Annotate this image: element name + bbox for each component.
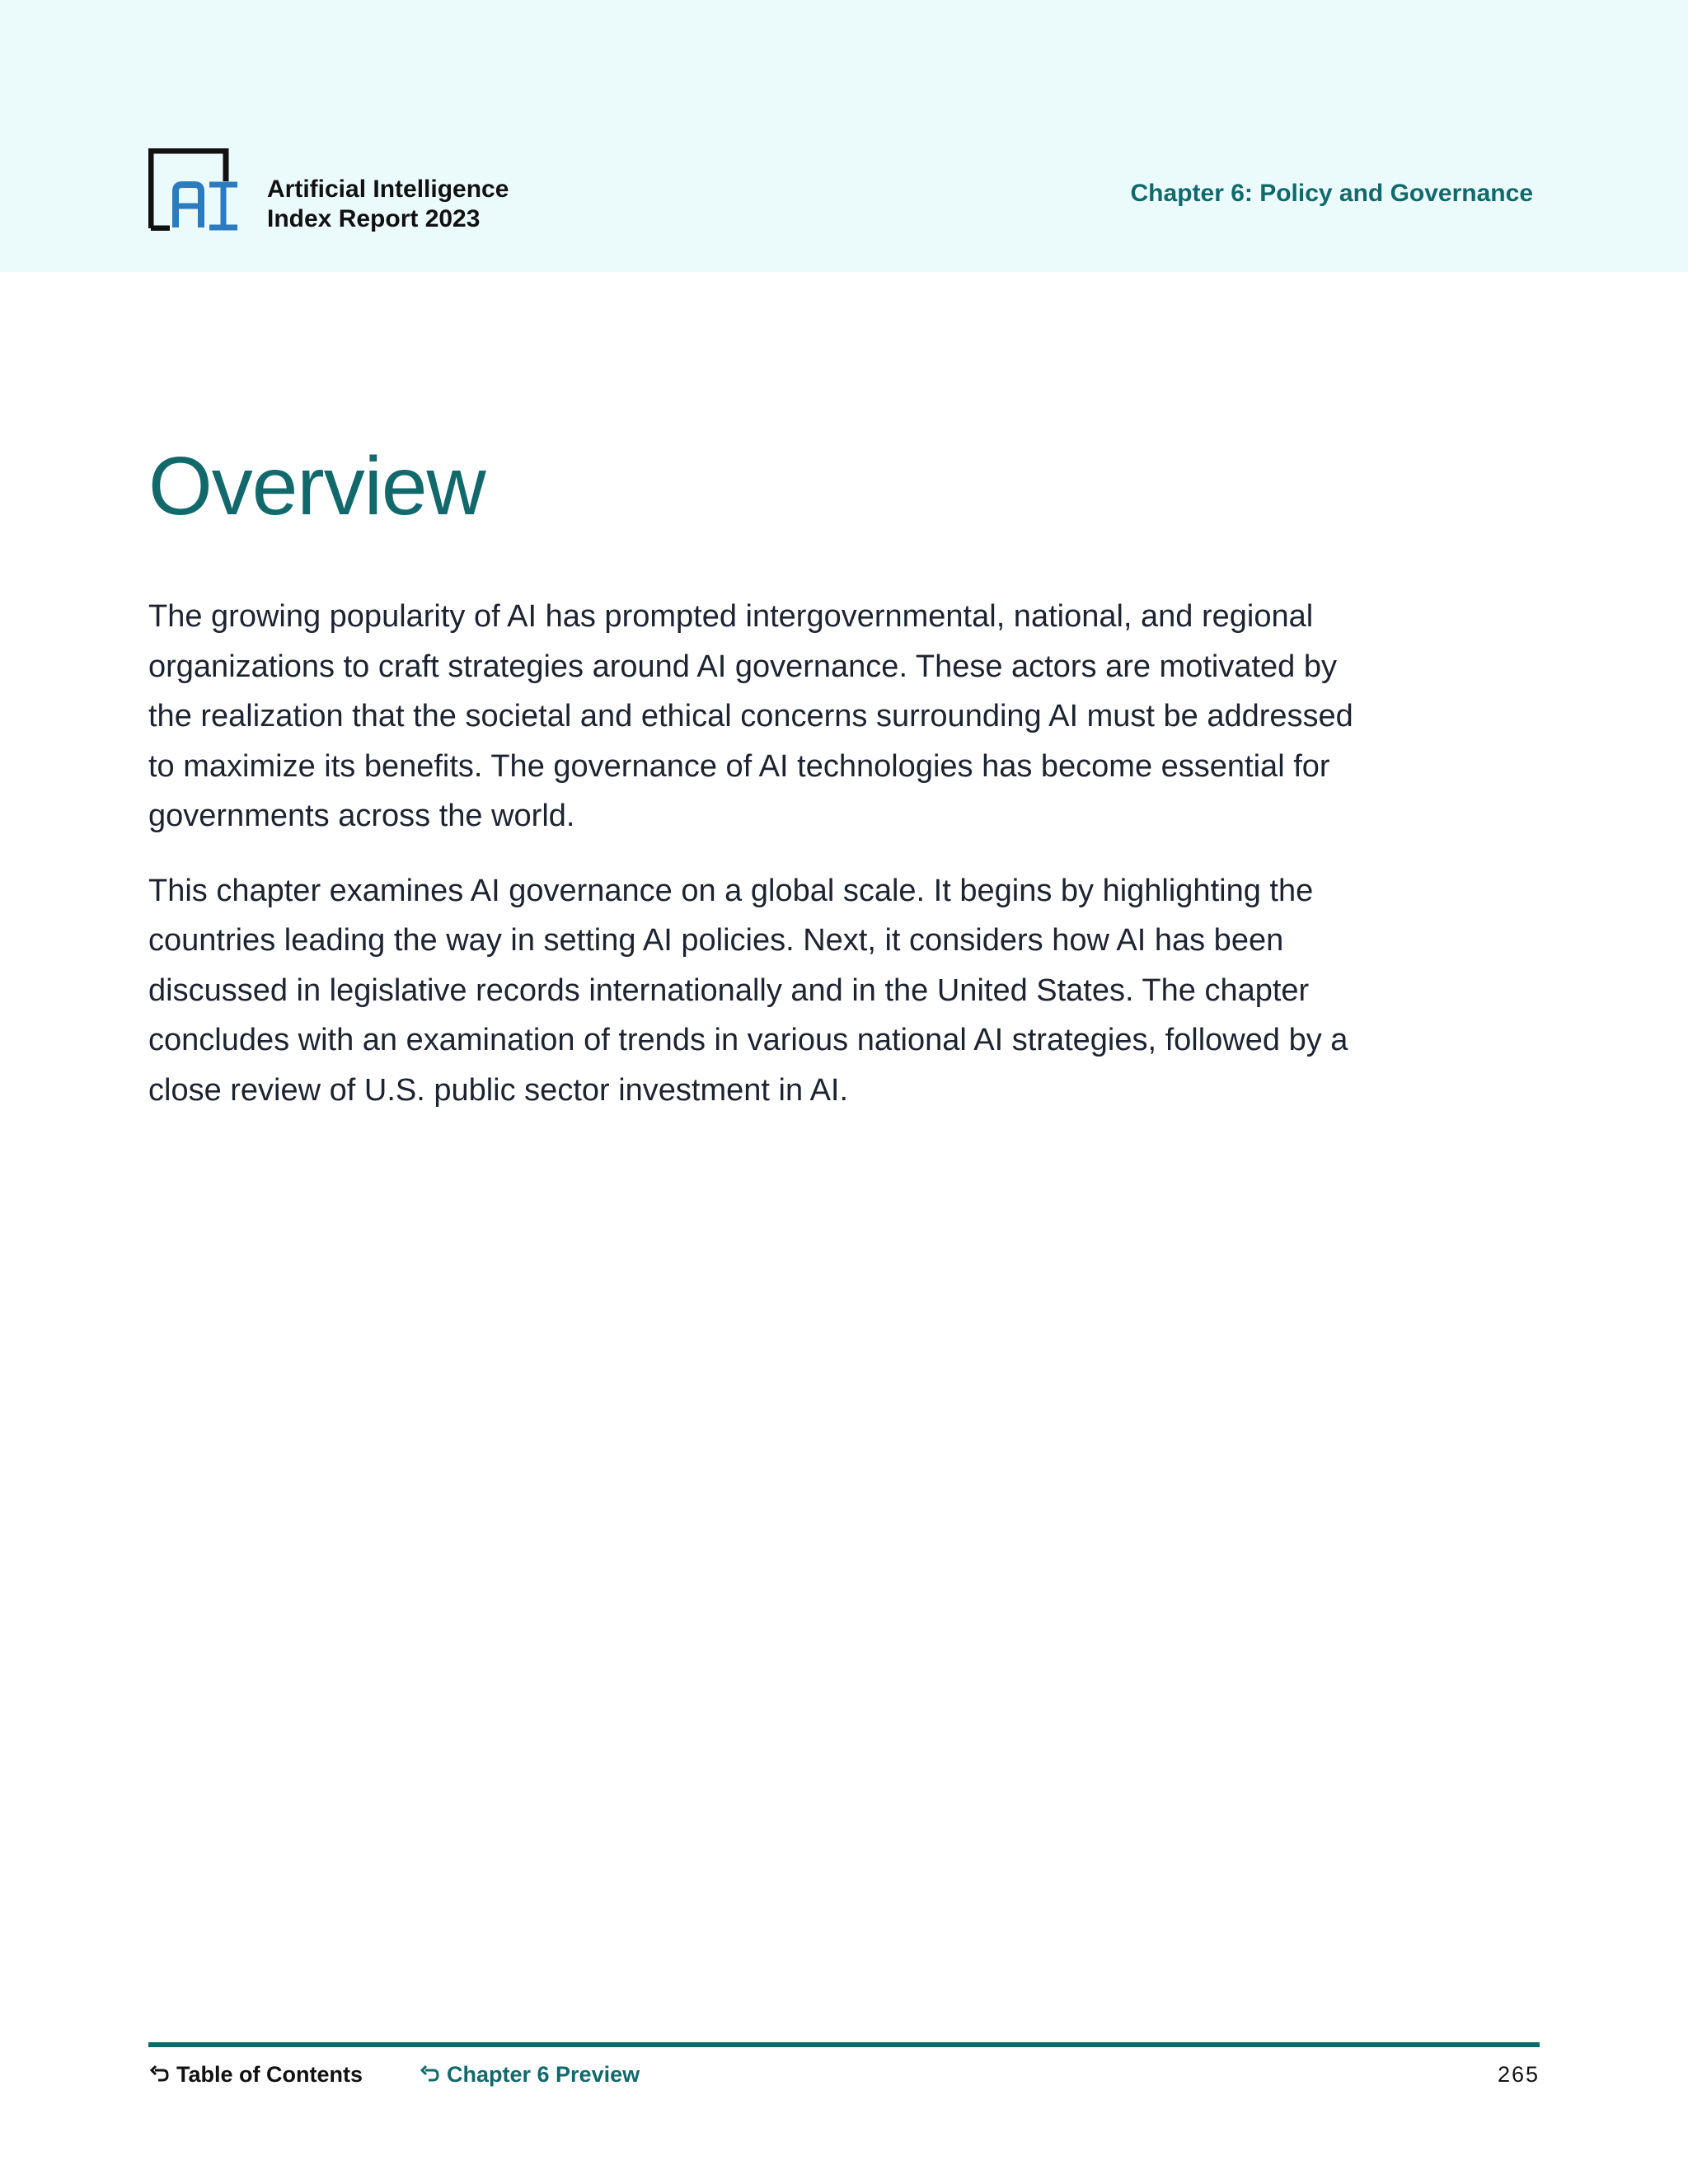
header-band (0, 0, 1688, 272)
report-title-line1: Artificial Intelligence (267, 176, 509, 203)
chapter-preview-link[interactable] (419, 2060, 640, 2088)
footer-divider (148, 2042, 1540, 2047)
body-paragraph-1: The growing popularity of AI has prompted intergovernmental, national, and regional organizations to craft strategies around AI governance. These actors are motivated by the realization that the societal and ethical concerns surrounding AI must be addressed to maximize its benefits. The governance of AI technologies has become essential for governments across the world. (148, 599, 1353, 833)
body-paragraph-2: This chapter examines AI governance on a global scale. It begins by highlighting the countries leading the way in setting AI policies. Next, it considers how AI has been discussed in legislative records internationally and in the United States. The chapter concludes with an examination of trends in various national AI strategies, followed by a close review of U.S. public sector investment in AI. (148, 873, 1348, 1108)
ai-logo-icon (148, 148, 239, 231)
report-title-line2: Index Report 2023 (267, 205, 481, 232)
report-title (267, 175, 509, 234)
return-arrow-icon (148, 2064, 170, 2085)
page-number: 265 (1497, 2062, 1540, 2087)
chapter-header-label: Chapter 6: Policy and Governance (1130, 180, 1533, 207)
table-of-contents-label: Table of Contents (176, 2062, 363, 2087)
chapter-preview-label: Chapter 6 Preview (447, 2062, 640, 2087)
return-arrow-icon (419, 2064, 440, 2085)
table-of-contents-link[interactable] (148, 2060, 363, 2088)
body-text (148, 592, 1376, 1140)
ai-index-logo (148, 148, 239, 231)
page-title: Overview (148, 440, 485, 532)
